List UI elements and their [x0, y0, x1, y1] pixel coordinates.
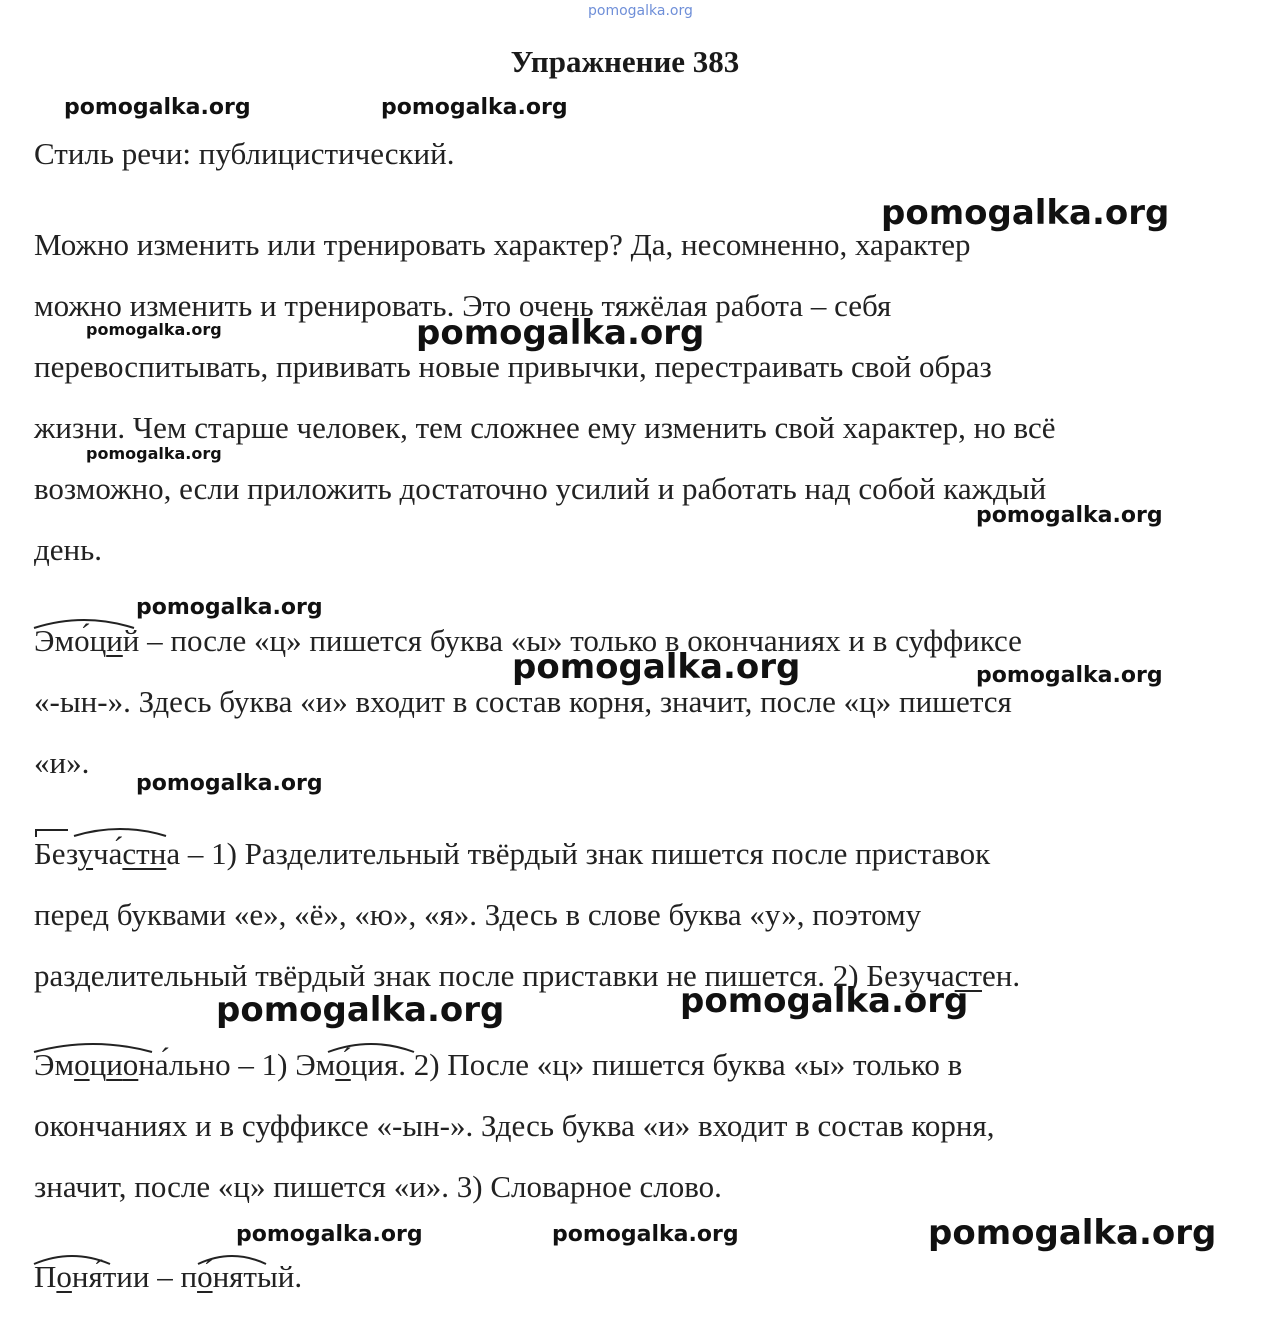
underlined-letters: ст [954, 958, 982, 993]
paragraph-line: Можно изменить или тренировать характер? Да, несомненно, характер [34, 227, 971, 262]
explanation-text: – 1) Разделительный твёрдый знак пишется после приставок [180, 836, 991, 871]
word-part: й [122, 623, 140, 658]
analysis-line: окончаниях и в суффиксе «-ын-». Здесь буква «и» входит в состав корня, [34, 1108, 995, 1143]
word-part: Эм [34, 623, 75, 658]
analysis-line [34, 1047, 962, 1083]
word-part: Без [34, 836, 78, 871]
paragraph-line: можно изменить и тренировать. Это очень тяжёлая работа – себя [34, 288, 892, 323]
underlined-letter: у [77, 836, 94, 871]
underlined-letter: о [122, 1047, 139, 1082]
analysis-line: значит, после «ц» пишется «и». 3) Словарное слово. [34, 1169, 722, 1204]
underlined-letter: о́ [335, 1047, 351, 1082]
word-part: ча́ [93, 836, 123, 871]
watermark: pomogalka.org [86, 320, 222, 339]
underlined-letter: о [74, 1047, 90, 1082]
analysis-line [34, 836, 990, 872]
watermark: pomogalka.org [236, 1222, 423, 1247]
watermark: pomogalka.org [381, 95, 568, 120]
word-part: на́льно [138, 1047, 231, 1082]
watermark: pomogalka.org [512, 647, 801, 687]
watermark: pomogalka.org [64, 95, 251, 120]
header-watermark[interactable]: pomogalka.org [588, 3, 693, 19]
explanation-text: . 2) После «ц» пишется буква «ы» только в [398, 1047, 963, 1082]
watermark: pomogalka.org [680, 981, 969, 1021]
watermark: pomogalka.org [976, 663, 1163, 688]
word-part: о́ц [74, 623, 107, 658]
watermark: pomogalka.org [881, 193, 1170, 233]
word-part: Эм [34, 1047, 75, 1082]
word-part: а [166, 836, 181, 871]
analysis-line: перед буквами «е», «ё», «ю», «я». Здесь в слове буква «у», поэтому [34, 897, 922, 932]
watermark: pomogalka.org [928, 1213, 1217, 1253]
underlined-letter: о́ [197, 1259, 213, 1294]
underlined-letter: о [56, 1259, 72, 1294]
explanation-text: – [149, 1259, 181, 1294]
explanation-text: – после «ц» пишется буква «ы» только в окончаниях и в суффиксе [139, 623, 1022, 658]
watermark: pomogalka.org [976, 503, 1163, 528]
analysis-line [34, 1259, 302, 1295]
analysis-line [34, 958, 1020, 994]
watermark: pomogalka.org [136, 771, 323, 796]
word-part: н. [995, 958, 1021, 993]
word-part: п [180, 1259, 198, 1294]
word-part: ция [350, 1047, 399, 1082]
word-part: П [34, 1259, 57, 1294]
underlined-letters: стн [122, 836, 167, 871]
watermark: pomogalka.org [86, 444, 222, 463]
speech-style-line: Стиль речи: публицистический. [34, 136, 455, 171]
paragraph-line: жизни. Чем старше человек, тем сложнее ему изменить свой характер, но всё [34, 410, 1056, 445]
explanation-text: – 1) [230, 1047, 296, 1082]
paragraph-line: день. [34, 532, 103, 567]
watermark: pomogalka.org [136, 595, 323, 620]
analysis-line [34, 623, 1022, 659]
analysis-line: «и». [34, 745, 90, 780]
underlined-letter: и [106, 1047, 123, 1082]
word-part: е [981, 958, 996, 993]
word-part: ц [89, 1047, 107, 1082]
watermark: pomogalka.org [416, 313, 705, 353]
watermark: pomogalka.org [216, 990, 505, 1030]
underlined-letter: и [106, 623, 123, 658]
exercise-title: Упражнение 383 [510, 44, 740, 79]
explanation-text: разделительный твёрдый знак после приставки не пишется. 2) Безуча [34, 958, 955, 993]
watermark: pomogalka.org [552, 1222, 739, 1247]
word-part: Эм [295, 1047, 336, 1082]
paragraph-line: возможно, если приложить достаточно усилий и работать над собой каждый [34, 471, 1047, 506]
paragraph-line: перевоспитывать, прививать новые привычки, перестраивать свой образ [34, 349, 992, 384]
analysis-line: «-ын-». Здесь буква «и» входит в состав корня, значит, после «ц» пишется [34, 684, 1012, 719]
word-part: нятый. [212, 1259, 303, 1294]
word-part: ня́тии [71, 1259, 150, 1294]
